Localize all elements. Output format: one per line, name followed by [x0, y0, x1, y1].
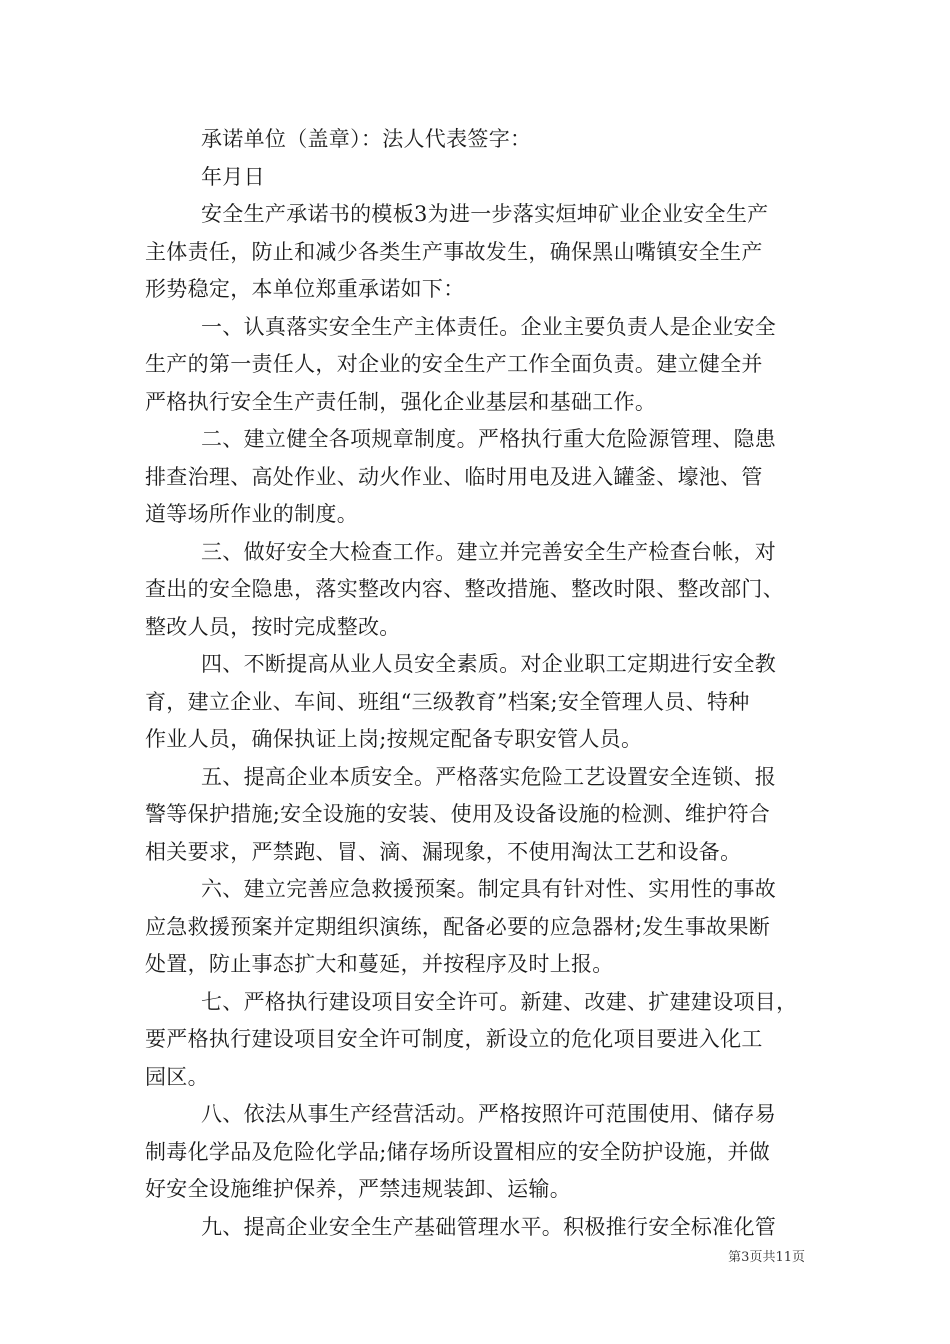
text-line: 八、依法从事生产经营活动。严格按照许可范围使用、储存易	[201, 1102, 777, 1126]
text-line: 要严格执行建设项目安全许可制度，新设立的危化项目要进入化工	[145, 1027, 763, 1051]
text-line: 园区。	[145, 1064, 209, 1089]
text-line: 年月日	[201, 164, 265, 189]
text-line: 生产的第一责任人，对企业的安全生产工作全面负责。建立健全并	[145, 352, 763, 376]
text-line: 主体责任，防止和减少各类生产事故发生，确保黑山嘴镇安全生产	[145, 239, 763, 264]
text-line: 整改人员，按时完成整改。	[145, 614, 401, 639]
text-line: 承诺单位（盖章）：法人代表签字：	[201, 127, 532, 151]
text-line: 一、认真落实安全生产主体责任。企业主要负责人是企业安全	[201, 314, 777, 339]
text-line: 严格执行安全生产责任制，强化企业基层和基础工作。	[145, 389, 657, 414]
text-line: 四、不断提高从业人员安全素质。对企业职工定期进行安全教	[201, 652, 777, 676]
text-line: 安全生产承诺书的模板3为进一步落实烜坤矿业企业安全生产	[201, 202, 769, 226]
text-line: 五、提高企业本质安全。严格落实危险工艺设置安全连锁、报	[201, 764, 777, 789]
document-body	[145, 121, 810, 1246]
text-line: 六、建立完善应急救援预案。制定具有针对性、实用性的事故	[201, 877, 777, 901]
text-line: 三、做好安全大检查工作。建立并完善安全生产检查台帐，对	[201, 539, 777, 564]
text-line: 查出的安全隐患，落实整改内容、整改措施、整改时限、整改部门、	[145, 577, 784, 601]
text-line: 好安全设施维护保养，严禁违规装卸、运输。	[145, 1177, 571, 1201]
text-line: 排查治理、高处作业、动火作业、临时用电及进入罐釜、壕池、管	[145, 464, 763, 489]
text-line: 九、提高企业安全生产基础管理水平。积极推行安全标准化管	[201, 1214, 777, 1239]
text-line: 七、严格执行建设项目安全许可。新建、改建、扩建建设项目，	[201, 989, 798, 1014]
text-line: 作业人员，确保执证上岗;按规定配备专职安管人员。	[145, 727, 643, 751]
text-line: 应急救援预案并定期组织演练，配备必要的应急器材;发生事故果断	[145, 914, 771, 939]
page-number: 第3页共11页	[728, 1250, 805, 1265]
text-line: 二、建立健全各项规章制度。严格执行重大危险源管理、隐患	[201, 427, 777, 451]
text-line: 道等场所作业的制度。	[145, 502, 358, 526]
text-line: 警等保护措施;安全设施的安装、使用及设备设施的检测、维护符合	[145, 802, 771, 826]
text-line: 育，建立企业、车间、班组“三级教育”档案;安全管理人员、特种	[145, 689, 750, 714]
text-line: 形势稳定，本单位郑重承诺如下：	[145, 277, 465, 301]
text-line: 处置，防止事态扩大和蔓延，并按程序及时上报。	[145, 952, 614, 976]
text-line: 相关要求，严禁跑、冒、滴、漏现象，不使用淘汰工艺和设备。	[145, 839, 742, 864]
text-line: 制毒化学品及危险化学品;储存场所设置相应的安全防护设施，并做	[145, 1139, 771, 1164]
